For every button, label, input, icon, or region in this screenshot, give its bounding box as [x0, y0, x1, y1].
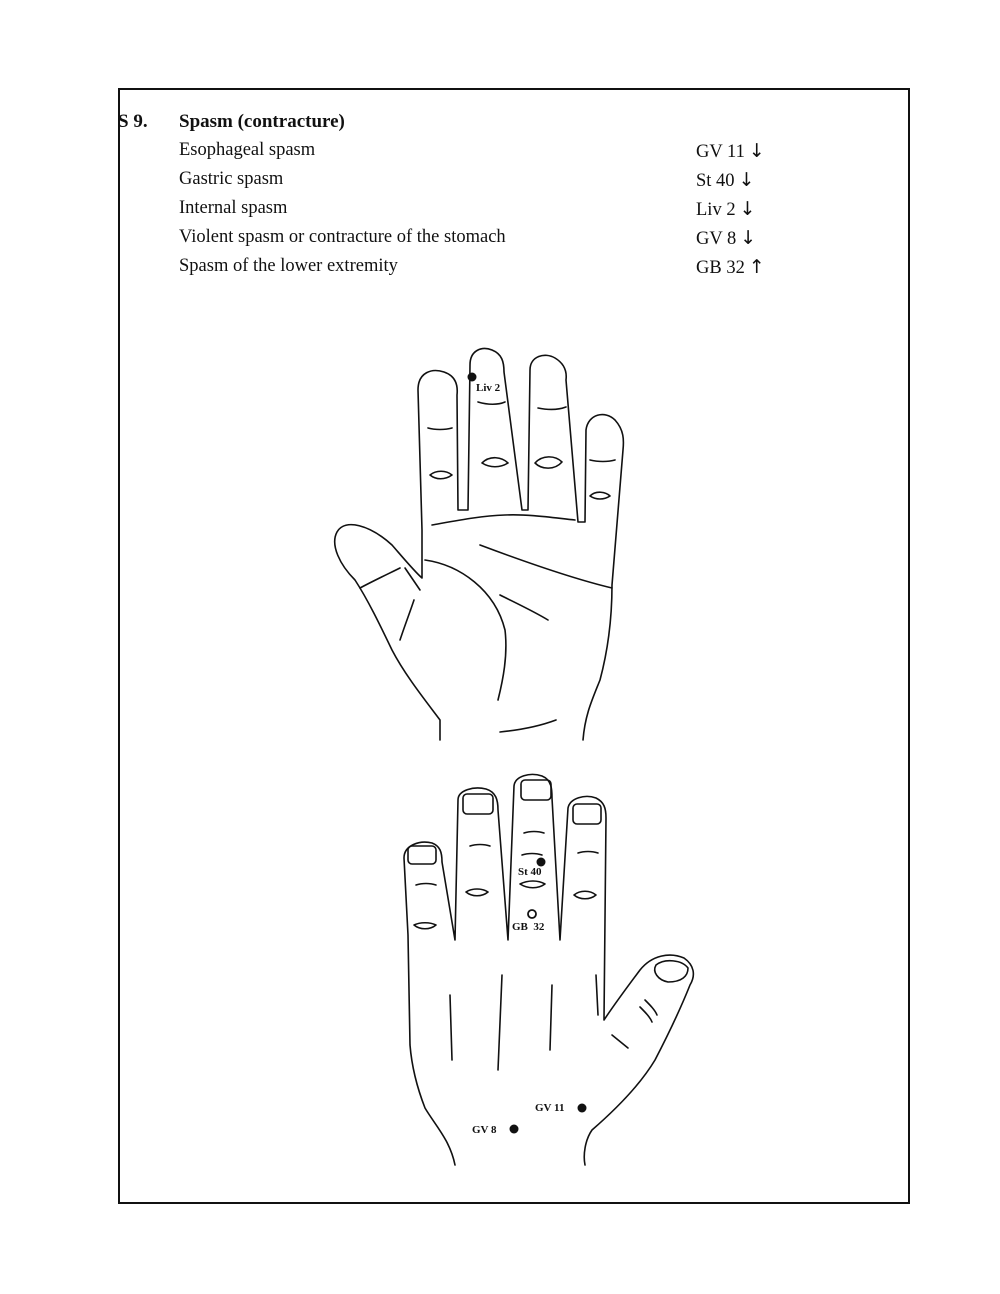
st40-label: St 40: [518, 866, 542, 878]
condition-label: Esophageal spasm: [179, 140, 316, 160]
arrow-down-icon: ↓: [740, 227, 757, 249]
condition-label: Internal spasm: [179, 198, 288, 218]
point-label: GV 8: [696, 229, 737, 249]
gv11-point-marker: [578, 1104, 587, 1113]
point-label: St 40: [696, 171, 735, 191]
condition-label: Gastric spasm: [179, 169, 284, 189]
point-label: Liv 2: [696, 200, 736, 220]
arrow-up-icon: ↑: [748, 256, 765, 278]
liv2-point-marker: [468, 373, 477, 382]
gv8-label: GV 8: [472, 1124, 497, 1136]
gb32-label: GB 32: [512, 921, 545, 933]
liv2-label: Liv 2: [476, 382, 501, 394]
condition-label: Spasm of the lower extremity: [179, 256, 398, 276]
section-title: Spasm (contracture): [179, 111, 345, 132]
gv8-point-marker: [510, 1125, 519, 1134]
section-number: S 9.: [118, 111, 148, 132]
arrow-down-icon: ↓: [748, 140, 765, 162]
gb32-point-marker: [528, 910, 536, 918]
condition-label: Violent spasm or contracture of the stomach: [179, 227, 506, 247]
arrow-down-icon: ↓: [738, 169, 755, 191]
palm-hand-figure: [335, 349, 624, 740]
point-label: GV 11: [696, 142, 745, 162]
point-label: GB 32: [696, 258, 745, 278]
gv11-label: GV 11: [535, 1102, 565, 1114]
arrow-down-icon: ↓: [739, 198, 756, 220]
